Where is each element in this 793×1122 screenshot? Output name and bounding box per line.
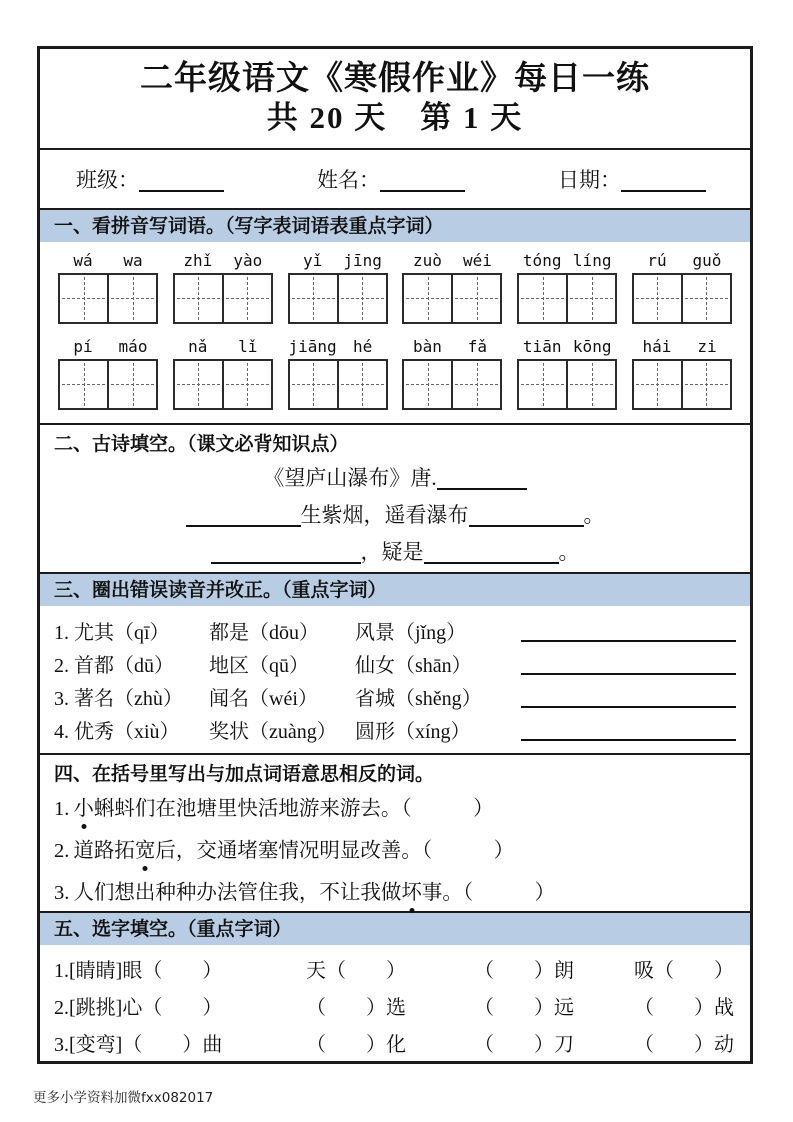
poem-line-2	[40, 534, 750, 571]
section-1-header: 一、看拼音写词语。（写字表词语表重点字词）	[40, 208, 750, 242]
word-with-pinyin: 1. 尤其（qī）	[54, 621, 170, 644]
writing-cell	[566, 361, 615, 408]
page-subtitle: 共 20 天 第 1 天	[266, 100, 524, 136]
writing-grid	[288, 359, 388, 410]
word-with-pinyin: 都是（dōu）	[209, 621, 319, 644]
pinyin-syllable: zuò	[412, 250, 442, 270]
pinyin-word-group	[173, 337, 273, 410]
sentence-text: 人们想出种种办法管住我，不让我做	[73, 881, 402, 904]
pinyin-word-group	[58, 337, 158, 410]
word-with-pinyin: 地区（qū）	[209, 654, 309, 677]
writing-cell	[519, 275, 566, 322]
pinyin-syllable: máo	[118, 336, 148, 356]
section-1-body	[40, 242, 750, 423]
writing-grid	[173, 273, 273, 324]
fill-item: （ ）朗	[474, 959, 574, 982]
writing-grid	[632, 359, 732, 410]
choose-character-row	[54, 950, 736, 987]
fill-item: 心（ ）	[122, 996, 223, 1019]
writing-grid	[402, 273, 502, 324]
word-with-pinyin: 仙女（shān）	[355, 654, 472, 677]
section-5-body	[40, 945, 750, 1061]
section-4	[40, 753, 750, 911]
writing-grid	[173, 359, 273, 410]
pinyin-syllable: bàn	[412, 336, 442, 356]
footer-watermark: 更多小学资料加微fxx082017	[33, 1090, 214, 1106]
writing-cell	[519, 361, 566, 408]
poem-text: 生紫烟，遥看瀑布	[300, 502, 469, 527]
writing-cell	[60, 275, 107, 322]
writing-cell	[404, 275, 451, 322]
section-2-header: 二、古诗填空。（课文必背知识点）	[54, 432, 349, 455]
pinyin-syllable: kōng	[572, 336, 612, 356]
page-title: 二年级语文《寒假作业》每日一练	[140, 60, 650, 97]
word-with-pinyin: 风景（jǐng）	[355, 621, 467, 644]
word-with-pinyin: 省城（shěng）	[355, 687, 482, 710]
section-5-header: 五、选字填空。（重点字词）	[40, 911, 750, 945]
word-with-pinyin: 圆形（xíng）	[355, 720, 471, 743]
writing-cell	[404, 361, 451, 408]
pinyin-row-1	[40, 251, 750, 324]
writing-cell	[451, 361, 500, 408]
writing-grid	[58, 359, 158, 410]
poem-text: ，疑是	[360, 539, 424, 564]
writing-cell	[681, 361, 730, 408]
name-field	[317, 164, 465, 194]
pinyin-word-group	[517, 251, 617, 324]
sentence-text: 蝌蚪们在池塘里快活地游来游去。（ ）	[93, 797, 494, 820]
pinyin-syllable: wa	[123, 250, 143, 270]
pinyin-syllable: hé	[352, 336, 373, 356]
writing-grid	[632, 273, 732, 324]
pinyin-syllable: jīng	[343, 250, 382, 270]
sentence-text: 后，交通堵塞情况明显改善。（ ）	[155, 839, 515, 862]
pinyin-syllable: pí	[73, 336, 93, 356]
fill-item: （ ）刀	[474, 1033, 574, 1056]
writing-grid	[517, 273, 617, 324]
item-number: 3.	[54, 1033, 69, 1056]
poem-blank	[469, 503, 584, 527]
correction-row	[54, 645, 736, 678]
dotted-word: 小	[73, 788, 94, 830]
choose-character-row	[54, 1024, 736, 1061]
dotted-word: 坏	[401, 872, 422, 914]
row-lead	[54, 954, 306, 983]
writing-cell	[681, 275, 730, 322]
writing-cell	[451, 275, 500, 322]
pinyin-syllable: hái	[642, 336, 672, 356]
pinyin-word-group	[173, 251, 273, 324]
pinyin-syllable: lǐ	[238, 336, 258, 356]
row-lead	[54, 991, 306, 1020]
poem-title-line	[40, 460, 750, 497]
writing-grid	[402, 359, 502, 410]
antonym-sentence	[40, 872, 750, 914]
pinyin-syllable: tiān	[522, 336, 562, 356]
writing-cell	[222, 275, 271, 322]
word-with-pinyin: 闻名（wéi）	[209, 687, 318, 710]
class-blank	[139, 168, 224, 192]
fill-item: （ ）动	[634, 1033, 734, 1056]
pinyin-syllable: wéi	[462, 250, 492, 270]
pinyin-syllable: tóng	[522, 250, 562, 270]
fill-item: 天（ ）	[306, 959, 406, 982]
pinyin-syllable: zi	[697, 336, 717, 356]
item-number: 3.	[54, 881, 70, 904]
sentence-text: 事。（ ）	[421, 881, 556, 904]
antonym-sentence	[40, 830, 750, 872]
name-label: 姓名：	[317, 168, 380, 193]
pinyin-syllable: líng	[572, 250, 612, 270]
item-number: 1.	[54, 797, 70, 820]
antonym-sentence	[40, 788, 750, 830]
pinyin-syllable: yào	[233, 250, 263, 270]
character-choices: [跳挑]	[69, 996, 123, 1019]
poem-title-text: 《望庐山瀑布》唐.	[263, 465, 437, 490]
word-with-pinyin: 4. 优秀（xiù）	[54, 720, 180, 743]
pinyin-word-group	[632, 251, 732, 324]
row-lead	[54, 1028, 306, 1057]
word-with-pinyin: 奖状（zuàng）	[209, 720, 337, 743]
fill-item: （ ）选	[306, 996, 406, 1019]
pinyin-row-2	[40, 337, 750, 410]
writing-grid	[517, 359, 617, 410]
writing-cell	[175, 275, 222, 322]
writing-cell	[634, 275, 681, 322]
poem-punct: 。	[558, 539, 580, 564]
pinyin-word-group	[402, 251, 502, 324]
pinyin-word-group	[402, 337, 502, 410]
section-3-header: 三、圈出错误读音并改正。（重点字词）	[40, 572, 750, 606]
item-number: 2.	[54, 839, 70, 862]
correction-row	[54, 678, 736, 711]
pinyin-label	[402, 337, 502, 357]
pinyin-syllable: fǎ	[467, 336, 488, 356]
pinyin-label	[58, 251, 158, 271]
answer-blank	[521, 680, 736, 708]
character-choices: [睛睛]	[69, 959, 123, 982]
correction-row	[54, 612, 736, 645]
character-choices: [变弯]	[69, 1033, 123, 1056]
pinyin-syllable: wá	[73, 250, 93, 270]
writing-grid	[288, 273, 388, 324]
writing-cell	[290, 361, 337, 408]
writing-cell	[107, 361, 156, 408]
pinyin-label	[288, 337, 388, 357]
item-number: 2.	[54, 996, 69, 1019]
pinyin-word-group	[58, 251, 158, 324]
pinyin-label	[517, 251, 617, 271]
sentence-text: 道路拓	[73, 839, 135, 862]
writing-cell	[290, 275, 337, 322]
fill-item: （ ）曲	[122, 1033, 223, 1056]
fill-item: 眼（ ）	[122, 959, 223, 982]
date-field	[558, 164, 706, 194]
section-4-header: 四、在括号里写出与加点词语意思相反的词。	[54, 762, 435, 785]
writing-cell	[337, 361, 386, 408]
poem-line-1	[40, 497, 750, 534]
writing-cell	[566, 275, 615, 322]
word-with-pinyin: 3. 著名（zhù）	[54, 687, 183, 710]
pinyin-word-group	[288, 251, 388, 324]
choose-character-row	[54, 987, 736, 1024]
pinyin-label	[173, 251, 273, 271]
pinyin-word-group	[632, 337, 732, 410]
pinyin-label	[173, 337, 273, 357]
pinyin-syllable: yǐ	[302, 250, 323, 270]
pinyin-syllable: jiāng	[288, 336, 337, 356]
name-blank	[380, 168, 465, 192]
writing-cell	[634, 361, 681, 408]
date-blank	[621, 168, 706, 192]
writing-grid	[58, 273, 158, 324]
pinyin-syllable: rú	[647, 250, 667, 270]
dotted-word: 宽	[135, 830, 156, 872]
pinyin-word-group	[288, 337, 388, 410]
poem-punct: 。	[583, 502, 605, 527]
item-number: 1.	[54, 959, 69, 982]
writing-cell	[337, 275, 386, 322]
answer-blank	[521, 713, 736, 741]
section-2	[40, 423, 750, 572]
poem-blank	[186, 503, 301, 527]
poem-blank	[424, 540, 559, 564]
pinyin-syllable: zhǐ	[183, 250, 213, 270]
student-info-row	[40, 148, 750, 208]
pinyin-word-group	[517, 337, 617, 410]
fill-item: （ ）远	[474, 996, 574, 1019]
poem-author-blank	[437, 466, 527, 490]
correction-row	[54, 711, 736, 744]
pinyin-label	[402, 251, 502, 271]
fill-item: 吸（ ）	[634, 959, 734, 982]
fill-item: （ ）化	[306, 1033, 406, 1056]
pinyin-syllable: nǎ	[188, 336, 208, 356]
worksheet-border-box	[37, 46, 753, 1064]
date-label: 日期：	[558, 168, 621, 193]
title-block	[40, 49, 750, 148]
writing-cell	[175, 361, 222, 408]
class-label: 班级：	[76, 168, 139, 193]
pinyin-label	[58, 337, 158, 357]
class-field	[76, 164, 224, 194]
writing-cell	[60, 361, 107, 408]
pinyin-label	[632, 337, 732, 357]
section-3-body	[40, 606, 750, 753]
fill-item: （ ）战	[634, 996, 734, 1019]
pinyin-label	[517, 337, 617, 357]
writing-cell	[222, 361, 271, 408]
pinyin-label	[632, 251, 732, 271]
word-with-pinyin: 2. 首都（dū）	[54, 654, 174, 677]
answer-blank	[521, 614, 736, 642]
pinyin-syllable: guǒ	[692, 250, 722, 270]
pinyin-label	[288, 251, 388, 271]
answer-blank	[521, 647, 736, 675]
poem-blank	[211, 540, 361, 564]
writing-cell	[107, 275, 156, 322]
